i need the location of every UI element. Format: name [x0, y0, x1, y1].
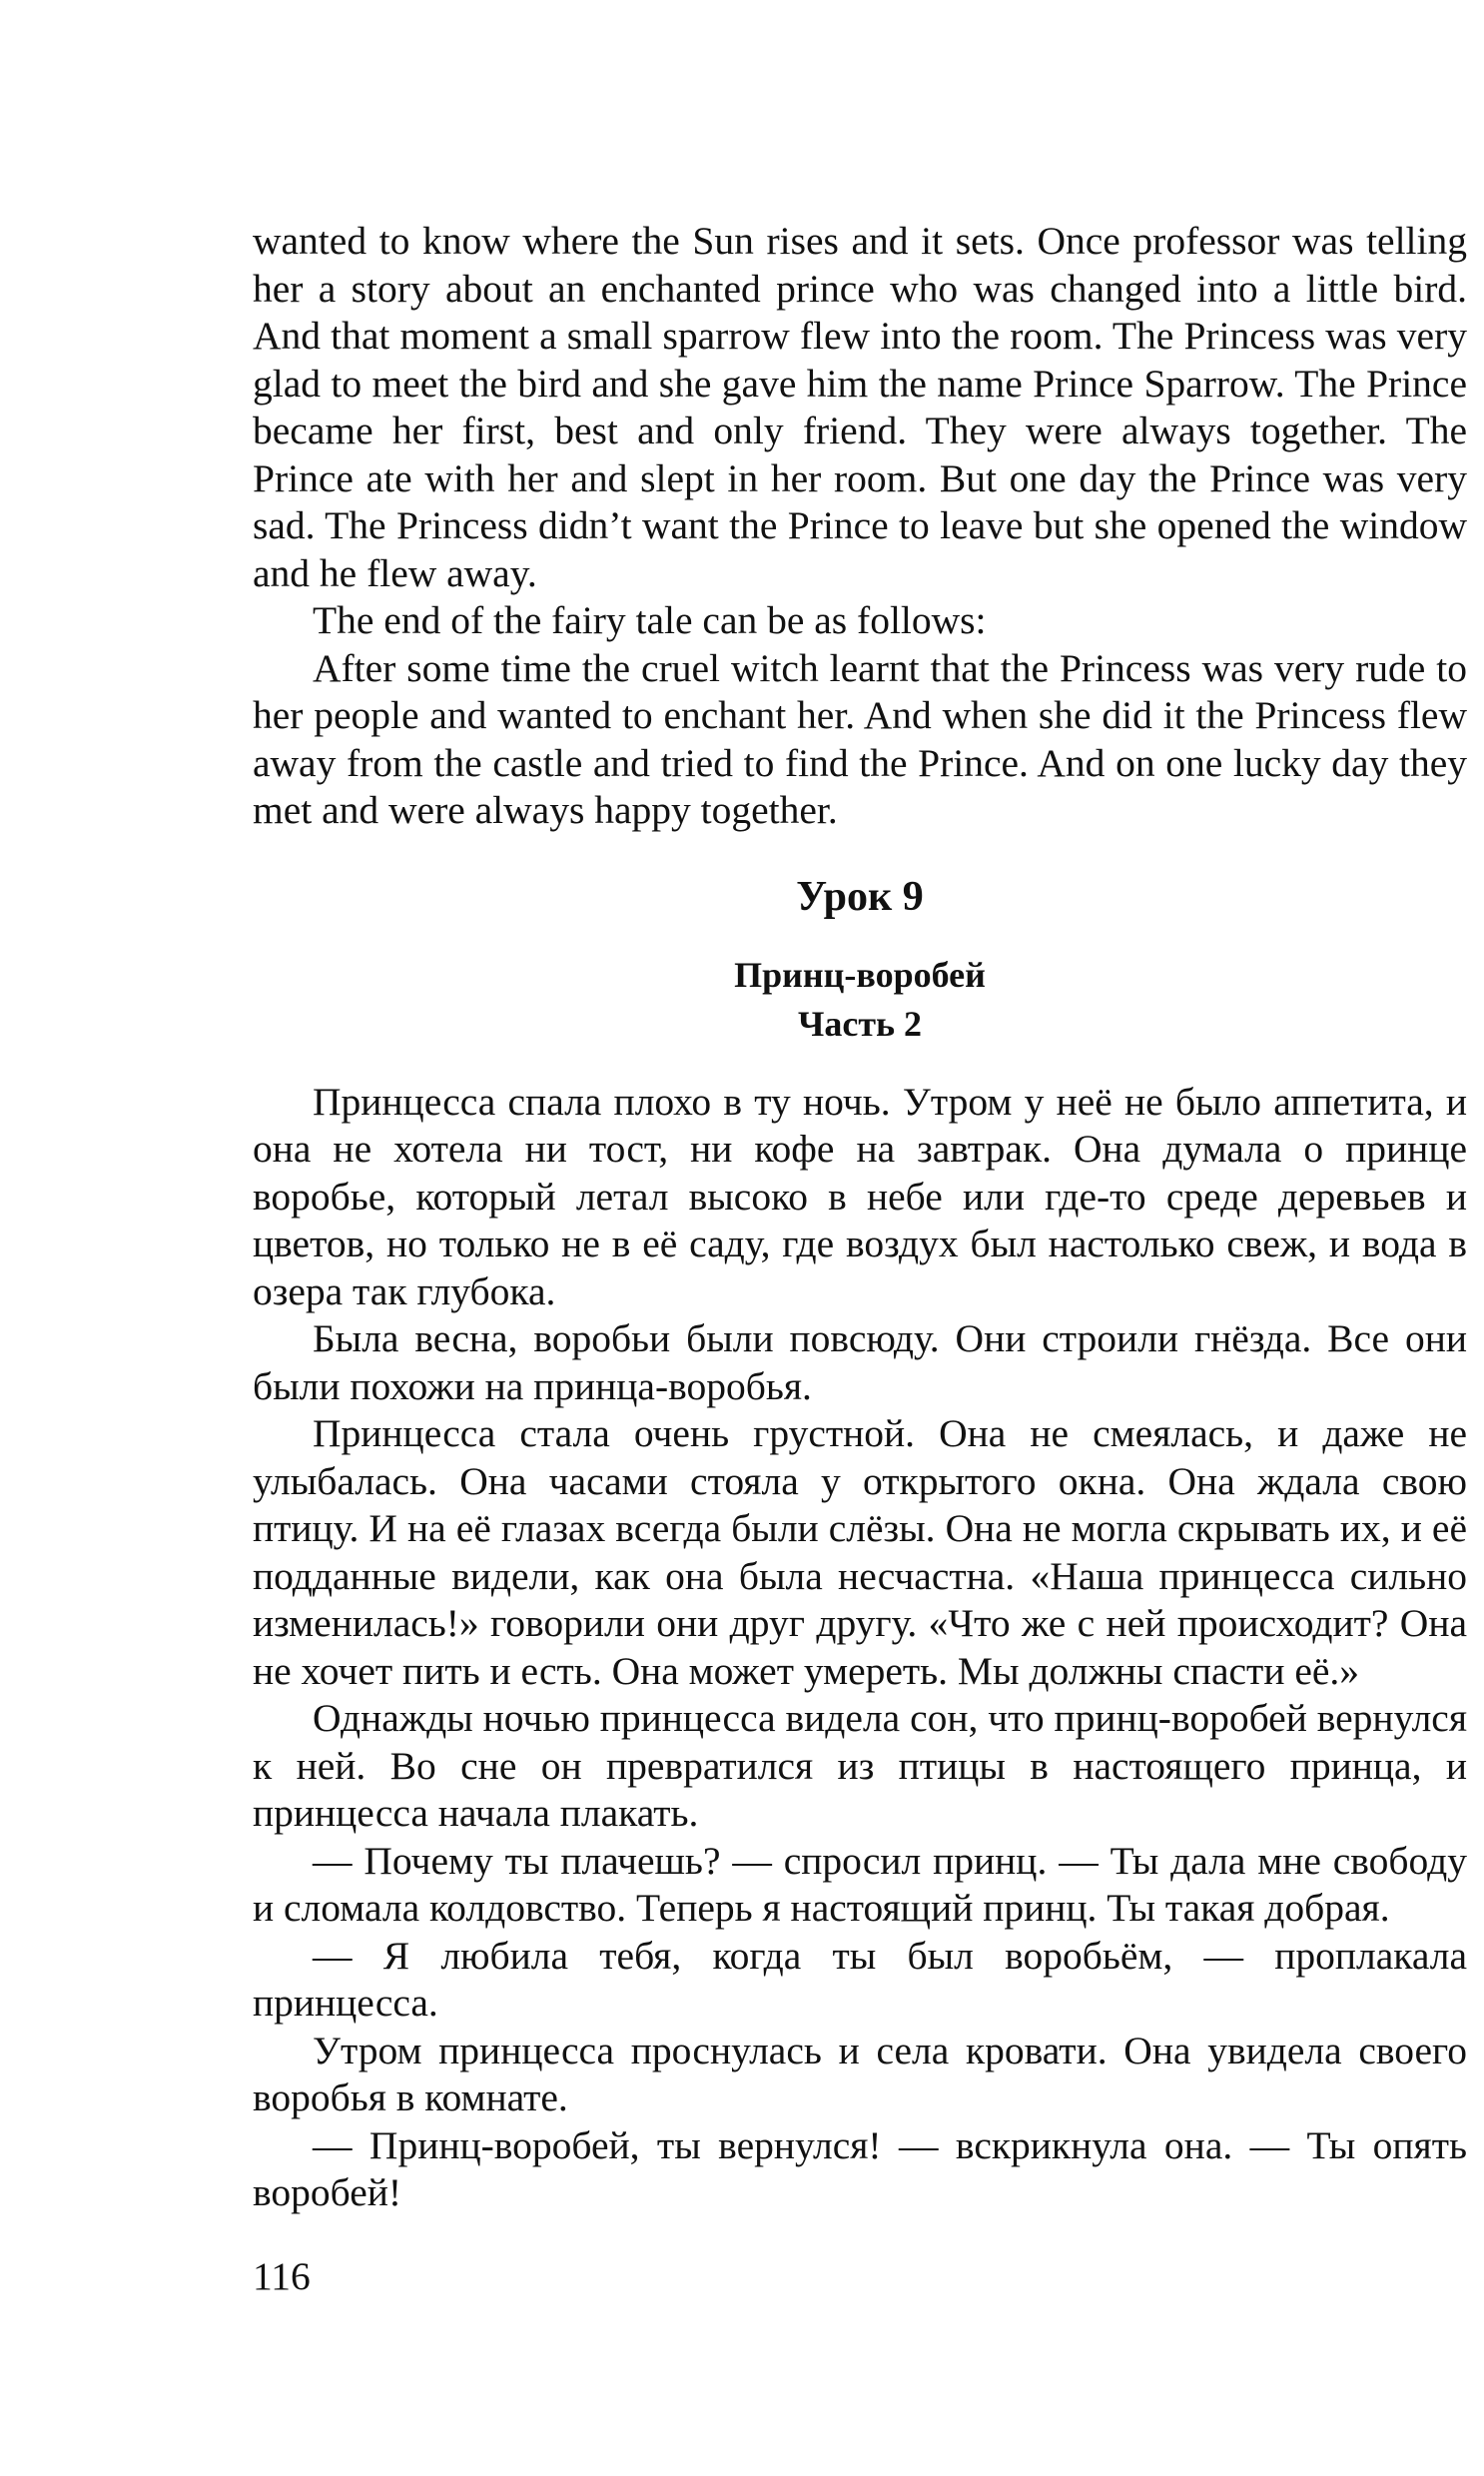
english-paragraph-2: The end of the fairy tale can be as follows: [313, 598, 987, 642]
russian-paragraph-5: — Почему ты плачешь? — спросил принц. — Ты дала мне свободу и сломала колдовство. Теперь я настоящий принц. Ты такая добрая. [253, 1838, 1467, 1930]
english-paragraph-1: wanted to know where the Sun rises and it sets. Once professor was telling her a story about an enchanted prince who was changed into a little bird. And that moment a small sparrow flew into the room. The Princess was very glad to meet the bird and she gave him the name Prince Sparrow. The Prince became her first, best and only friend. They were always together. The Prince ate with her and slept in her room. But one day the Prince was very sad. The Princess didn’t want the Prince to leave but she opened the window and he flew away. [253, 219, 1467, 595]
page-number: 116 [253, 2254, 311, 2298]
russian-paragraph-2: Была весна, воробьи были повсюду. Они строили гнёзда. Все они были похожи на принца-воробья. [253, 1316, 1467, 1408]
russian-paragraph-3: Принцесса стала очень грустной. Она не смеялась, и даже не улыбалась. Она часами стояла у открытого окна. Она ждала свою птицу. И на её глазах всегда были слёзы. Она не могла скрывать их, и её подданные видели, как она была несчастна. «Наша принцесса сильно изменилась!» говорили они друг другу. «Что же с ней происходит? Она не хочет пить и есть. Она может умереть. Мы должны спасти её.» [253, 1411, 1467, 1693]
russian-paragraph-7: Утром принцесса проснулась и села кровати. Она увидела своего воробья в комнате. [253, 2028, 1467, 2119]
page-content [253, 218, 1467, 2217]
story-part: Часть 2 [797, 1003, 923, 1044]
russian-paragraph-8: — Принц-воробей, ты вернулся! — вскрикнула она. — Ты опять воробей! [253, 2122, 1467, 2214]
russian-paragraph-6: — Я любила тебя, когда ты был воробьём, — проплакала принцесса. [253, 1933, 1467, 2025]
russian-paragraph-1: Принцесса спала плохо в ту ночь. Утром у неё не было аппетита, и она не хотела ни тост, ни кофе на завтрак. Она думала о принце воробье, который летал высоко в небе или где-то среде деревьев и цветов, но только не в её саду, где воздух был настолько свеж, и вода в озера так глубока. [253, 1079, 1467, 1313]
story-title: Принц-воробей [734, 954, 986, 995]
english-paragraph-3: After some time the cruel witch learnt that the Princess was very rude to her people and wanted to enchant her. And when she did it the Princess flew away from the castle and tried to find the Prince. And on one lucky day they met and were always happy together. [253, 645, 1467, 832]
russian-paragraph-4: Однажды ночью принцесса видела сон, что принц-воробей вернулся к ней. Во сне он превратился из птицы в настоящего принца, и принцесса начала плакать. [253, 1696, 1467, 1835]
lesson-heading: Урок 9 [796, 873, 924, 920]
